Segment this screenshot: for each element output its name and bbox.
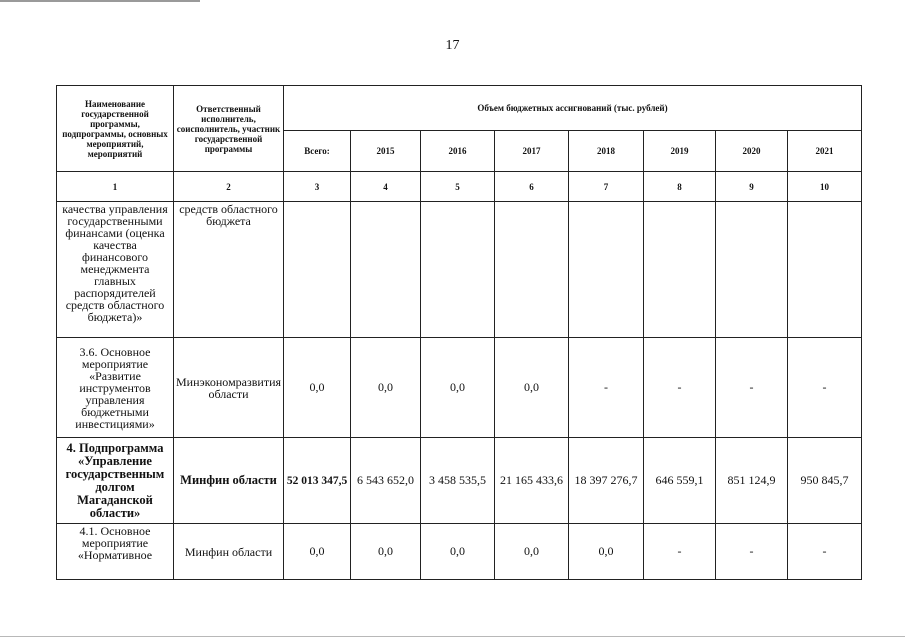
row-value: 6 543 652,0 <box>351 438 421 524</box>
row-name: 4.1. Основное мероприятие «Нормативное <box>57 524 174 580</box>
row-value: - <box>569 338 644 438</box>
row-value: - <box>716 338 788 438</box>
row-value: - <box>716 524 788 580</box>
col-number: 5 <box>421 172 495 202</box>
row-name: 3.6. Основное мероприятие «Развитие инструментов управления бюджетными инвестициями» <box>57 338 174 438</box>
row-value: 3 458 535,5 <box>421 438 495 524</box>
year-2015: 2015 <box>351 131 421 172</box>
row-value: - <box>788 338 862 438</box>
row-value: 0,0 <box>284 338 351 438</box>
year-2017: 2017 <box>495 131 569 172</box>
year-2019: 2019 <box>644 131 716 172</box>
col-number: 2 <box>174 172 284 202</box>
row-value: 0,0 <box>495 338 569 438</box>
row-value: 0,0 <box>495 524 569 580</box>
row-value: 0,0 <box>421 524 495 580</box>
budget-table <box>56 85 862 580</box>
table-row <box>57 338 862 438</box>
row-value: 0,0 <box>351 338 421 438</box>
col-number: 1 <box>57 172 174 202</box>
row-value <box>644 202 716 338</box>
row-value: 18 397 276,7 <box>569 438 644 524</box>
row-value: 950 845,7 <box>788 438 862 524</box>
row-responsible: средств областного бюджета <box>174 202 284 338</box>
row-value: 52 013 347,5 <box>284 438 351 524</box>
row-value <box>716 202 788 338</box>
row-responsible: Минэкономразвития области <box>174 338 284 438</box>
col-number: 4 <box>351 172 421 202</box>
table-row <box>57 524 862 580</box>
col-number: 8 <box>644 172 716 202</box>
row-value <box>788 202 862 338</box>
row-value: 0,0 <box>351 524 421 580</box>
row-value: - <box>644 524 716 580</box>
row-responsible: Минфин области <box>174 438 284 524</box>
table-row <box>57 438 862 524</box>
row-value: 851 124,9 <box>716 438 788 524</box>
row-value: - <box>788 524 862 580</box>
header-col-responsible: Ответственный исполнитель, соисполнитель, участник государственной программы <box>174 86 284 172</box>
year-2021: 2021 <box>788 131 862 172</box>
col-number: 10 <box>788 172 862 202</box>
header-row <box>57 86 862 131</box>
row-value <box>284 202 351 338</box>
col-number: 3 <box>284 172 351 202</box>
row-value: 646 559,1 <box>644 438 716 524</box>
row-value <box>495 202 569 338</box>
col-number: 6 <box>495 172 569 202</box>
row-value: 0,0 <box>421 338 495 438</box>
row-name: качества управления государственными финансами (оценка качества финансового менеджмента главных распорядителей средств областного бюджета)» <box>57 202 174 338</box>
table-row <box>57 202 862 338</box>
row-value <box>421 202 495 338</box>
top-scan-line <box>0 0 200 2</box>
row-value <box>569 202 644 338</box>
header-col-name: Наименование государственной программы, подпрограммы, основных мероприятий, мероприятий <box>57 86 174 172</box>
row-value: 21 165 433,6 <box>495 438 569 524</box>
row-responsible: Минфин области <box>174 524 284 580</box>
row-value <box>351 202 421 338</box>
column-numbers-row <box>57 172 862 202</box>
row-value: 0,0 <box>284 524 351 580</box>
header-col-budget: Объем бюджетных ассигнований (тыс. рублей) <box>284 86 862 131</box>
row-value: - <box>644 338 716 438</box>
year-2016: 2016 <box>421 131 495 172</box>
year-2020: 2020 <box>716 131 788 172</box>
page-number: 17 <box>445 38 460 53</box>
year-total: Всего: <box>284 131 351 172</box>
row-name: 4. Подпрограмма «Управление государственным долгом Магаданской области» <box>57 438 174 524</box>
row-value: 0,0 <box>569 524 644 580</box>
bottom-scan-line <box>0 636 905 637</box>
year-2018: 2018 <box>569 131 644 172</box>
col-number: 7 <box>569 172 644 202</box>
col-number: 9 <box>716 172 788 202</box>
